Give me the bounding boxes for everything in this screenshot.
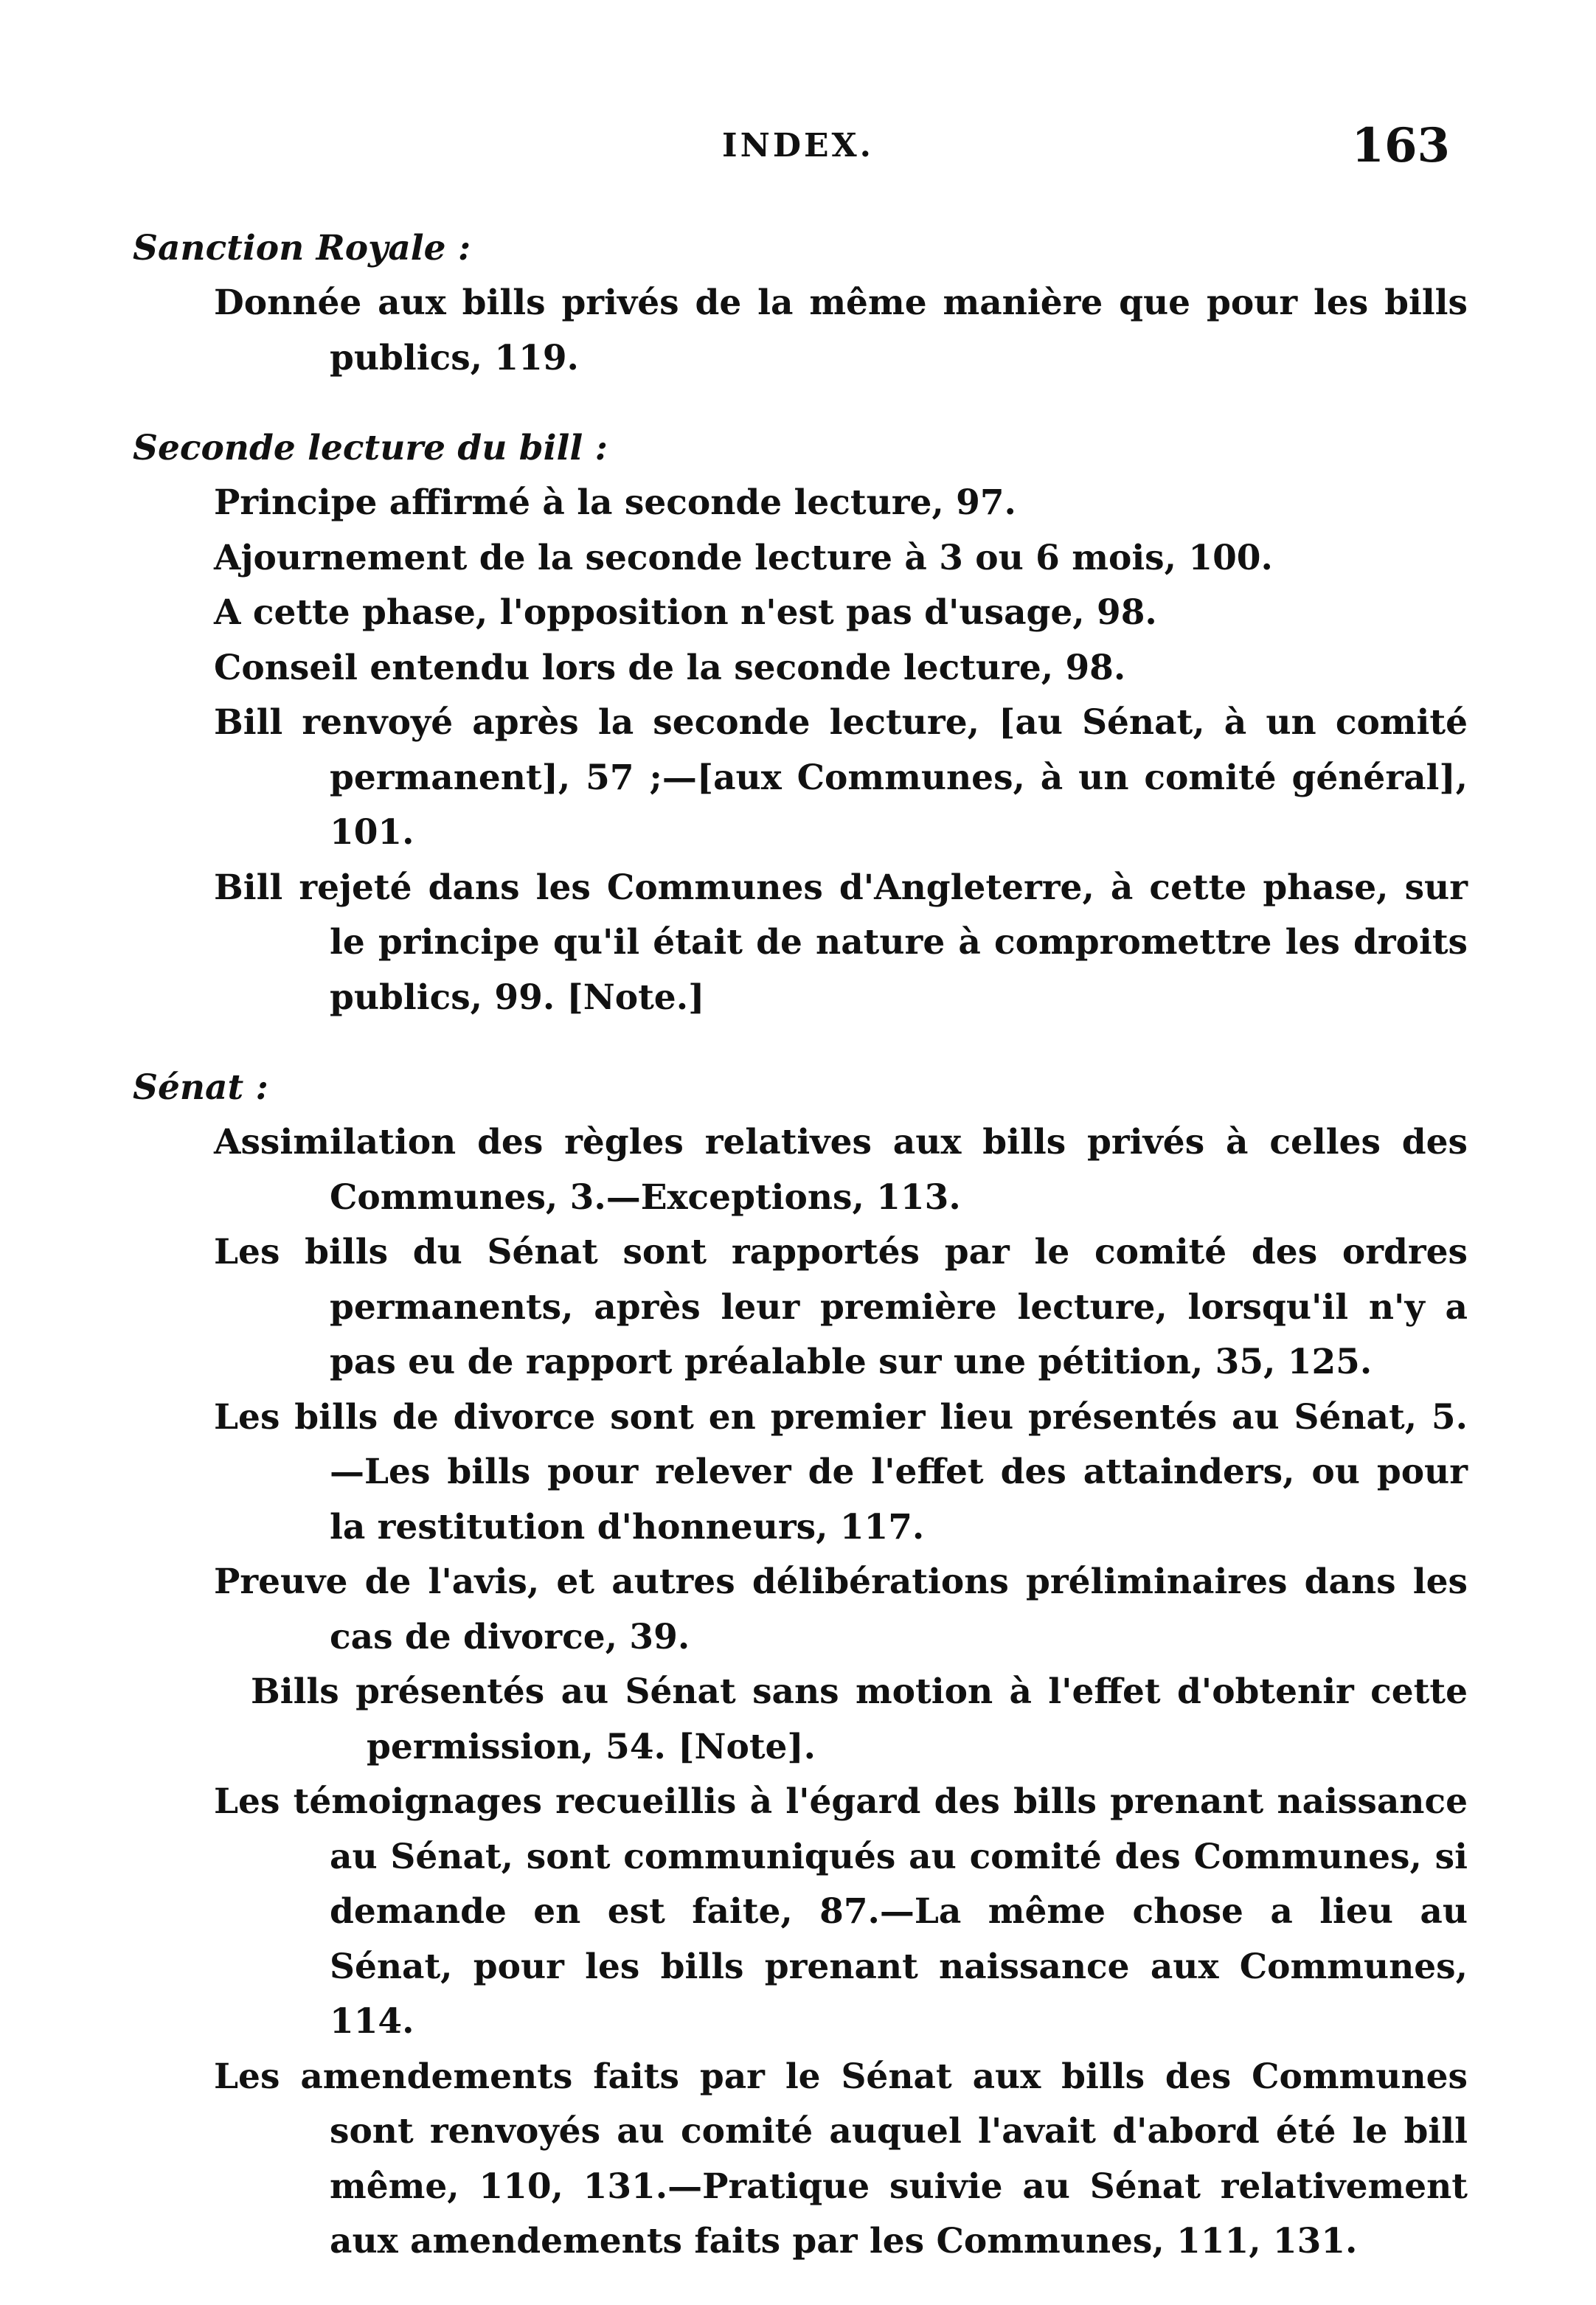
index-entry: Ajournement de la seconde lecture à 3 ou 6 mois, 100. [214, 537, 1273, 578]
index-entry: Les bills du Sénat sont rapportés par le comité des ordres permanents, après leur première lecture, lorsqu'il n'y a pas eu de rapport préalable sur une pétition, 35, 125. [214, 1232, 1468, 1382]
index-entry: Les témoignages recueillis à l'égard des bills prenant naissance au Sénat, sont communiqués au comité des Communes, si demande en est faite, 87.—La même chose a lieu au Sénat, pour les bills prenant naissance aux Communes, 114. [214, 1781, 1468, 2042]
index-entry: Donnée aux bills privés de la même manière que pour les bills publics, 119. [214, 283, 1468, 378]
index-body [133, 221, 1468, 2305]
index-section-seconde-lecture [133, 421, 1468, 1025]
index-entry: Bill rejeté dans les Communes d'Angleterre, à cette phase, sur le principe qu'il était de nature à compromettre les droits publics, 99. [Note.] [214, 867, 1468, 1018]
index-entry: Principe affirmé à la seconde lecture, 97. [214, 482, 1016, 523]
index-entry: Les amendements faits par le Sénat aux bills des Communes sont renvoyés au comité auquel l'avait d'abord été le bill même, 110, 131.—Pratique suivie au Sénat relativement aux amendements faits par les Communes, 111, 131. [214, 2056, 1468, 2261]
index-section-senat [133, 1061, 1468, 2270]
index-entry: Bills présentés au Sénat sans motion à l'effet d'obtenir cette permission, 54. [Note]. [251, 1671, 1468, 1767]
running-title: INDEX. [722, 127, 874, 164]
index-entry: Bill renvoyé après la seconde lecture, [au Sénat, à un comité permanent], 57 ;—[aux Communes, à un comité général], 101. [214, 702, 1468, 853]
index-entry: Preuve de l'avis, et autres délibérations préliminaires dans les cas de divorce, 39. [214, 1561, 1468, 1657]
index-entry: Les bills de divorce sont en premier lieu présentés au Sénat, 5.—Les bills pour relever de l'effet des attainders, ou pour la restitution d'honneurs, 117. [214, 1396, 1468, 1547]
section-heading: Sanction Royale : [133, 228, 471, 268]
index-entry: Assimilation des règles relatives aux bills privés à celles des Communes, 3.—Exceptions, 113. [214, 1122, 1468, 1218]
running-head [0, 118, 1596, 177]
index-entry: Conseil entendu lors de la seconde lecture, 98. [214, 647, 1126, 688]
page-number: 163 [1351, 118, 1450, 173]
index-entry: A cette phase, l'opposition n'est pas d'usage, 98. [214, 592, 1157, 633]
index-section-sanction-royale [133, 221, 1468, 386]
section-heading: Sénat : [133, 1067, 268, 1108]
section-heading: Seconde lecture du bill : [133, 428, 608, 468]
